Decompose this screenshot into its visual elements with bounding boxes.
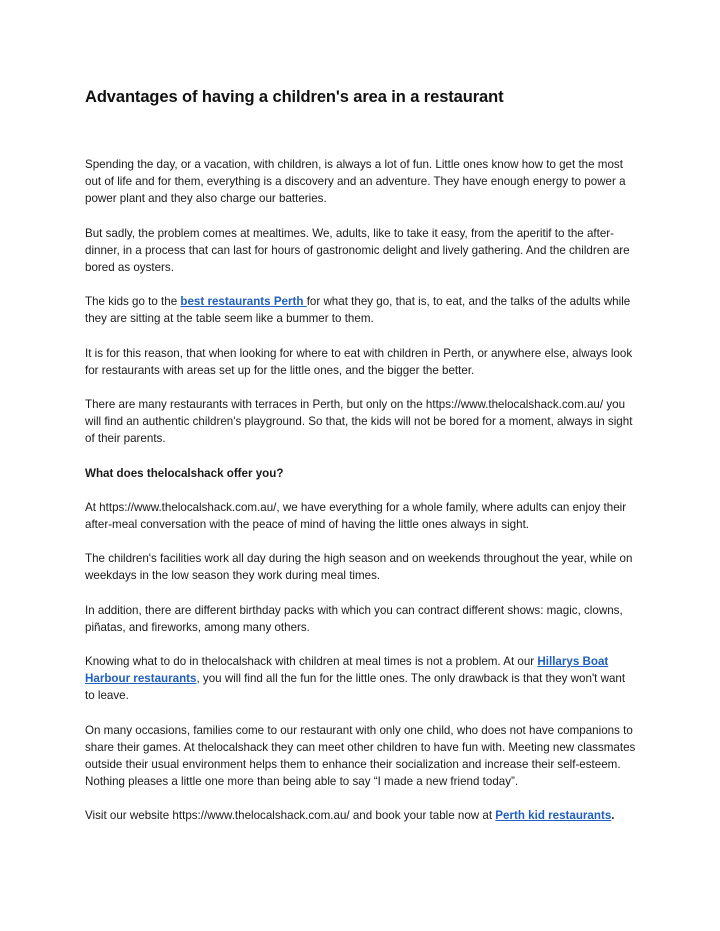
paragraph-birthday: In addition, there are different birthday packs with which you can contract different shows: magic, clowns, piñatas, and fireworks, among many others. [85,603,623,634]
section-subheading: What does thelocalshack offer you? [85,466,284,480]
paragraph-kids [85,293,637,327]
hillarys-boat-harbour-link[interactable]: Hillarys Boat Harbour restaurants [85,655,609,686]
paragraph-terraces: There are many restaurants with terraces in Perth, but only on the https://www.thelocalshack.com.au/ you will find an authentic children's playground. So that, the kids will not be bored for a moment, always in sight of their parents. [85,398,633,446]
paragraph-kids-text-end: for what they go, that is, to eat, and the talks of the adults while they are sitting at the table seem like a bummer to them. [85,295,631,326]
paragraph-families: On many occasions, families come to our restaurant with only one child, who does not have companions to share their games. At thelocalshack they can meet other children to have fun with. Meeting new classmates outside their usual environment helps them to enhance their socialization and increase their self-esteem. Nothing pleases a little one more than being able to say “I made a new friend today”. [85,723,636,789]
paragraph-reason: It is for this reason, that when looking for where to eat with children in Perth, or anywhere else, always look for restaurants with areas set up for the little ones, and the bigger the better. [85,346,633,377]
paragraph-visit [85,807,637,824]
document-page [85,86,637,842]
paragraph-hillarys-text-end: , you will find all the fun for the little ones. The only drawback is that they won't want to leave. [85,672,626,703]
perth-kid-restaurants-link[interactable]: Perth kid restaurants [495,809,612,823]
paragraph-mealtimes: But sadly, the problem comes at mealtimes. We, adults, like to take it easy, from the aperitif to the after-dinner, in a process that can last for hours of gastronomic delight and lively gathering. And the children are bored as oysters. [85,226,630,275]
paragraph-intro: Spending the day, or a vacation, with children, is always a lot of fun. Little ones know how to get the most out of life and for them, everything is a discovery and an adventure. They have enough energy to power a power plant and they also charge our batteries. [85,158,626,206]
paragraph-hillarys [85,653,637,705]
page-title: Advantages of having a children's area in a restaurant [85,88,504,106]
paragraph-kids-text-start: The kids go to the [85,295,181,309]
paragraph-facilities: The children's facilities work all day during the high season and on weekends throughout the year, while on weekdays in the low season they work during meal times. [85,552,633,583]
paragraph-offer: At https://www.thelocalshack.com.au/, we have everything for a whole family, where adults can enjoy their after-meal conversation with the peace of mind of having the little ones always in sight. [85,500,627,532]
best-restaurants-perth-link[interactable]: best restaurants Perth [180,295,307,309]
paragraph-hillarys-text-start: Knowing what to do in thelocalshack with children at meal times is not a problem. At our [85,655,538,669]
paragraph-visit-period: . [611,809,615,823]
document-body [85,156,637,825]
paragraph-visit-text-start: Visit our website https://www.thelocalshack.com.au/ and book your table now at [85,809,496,823]
